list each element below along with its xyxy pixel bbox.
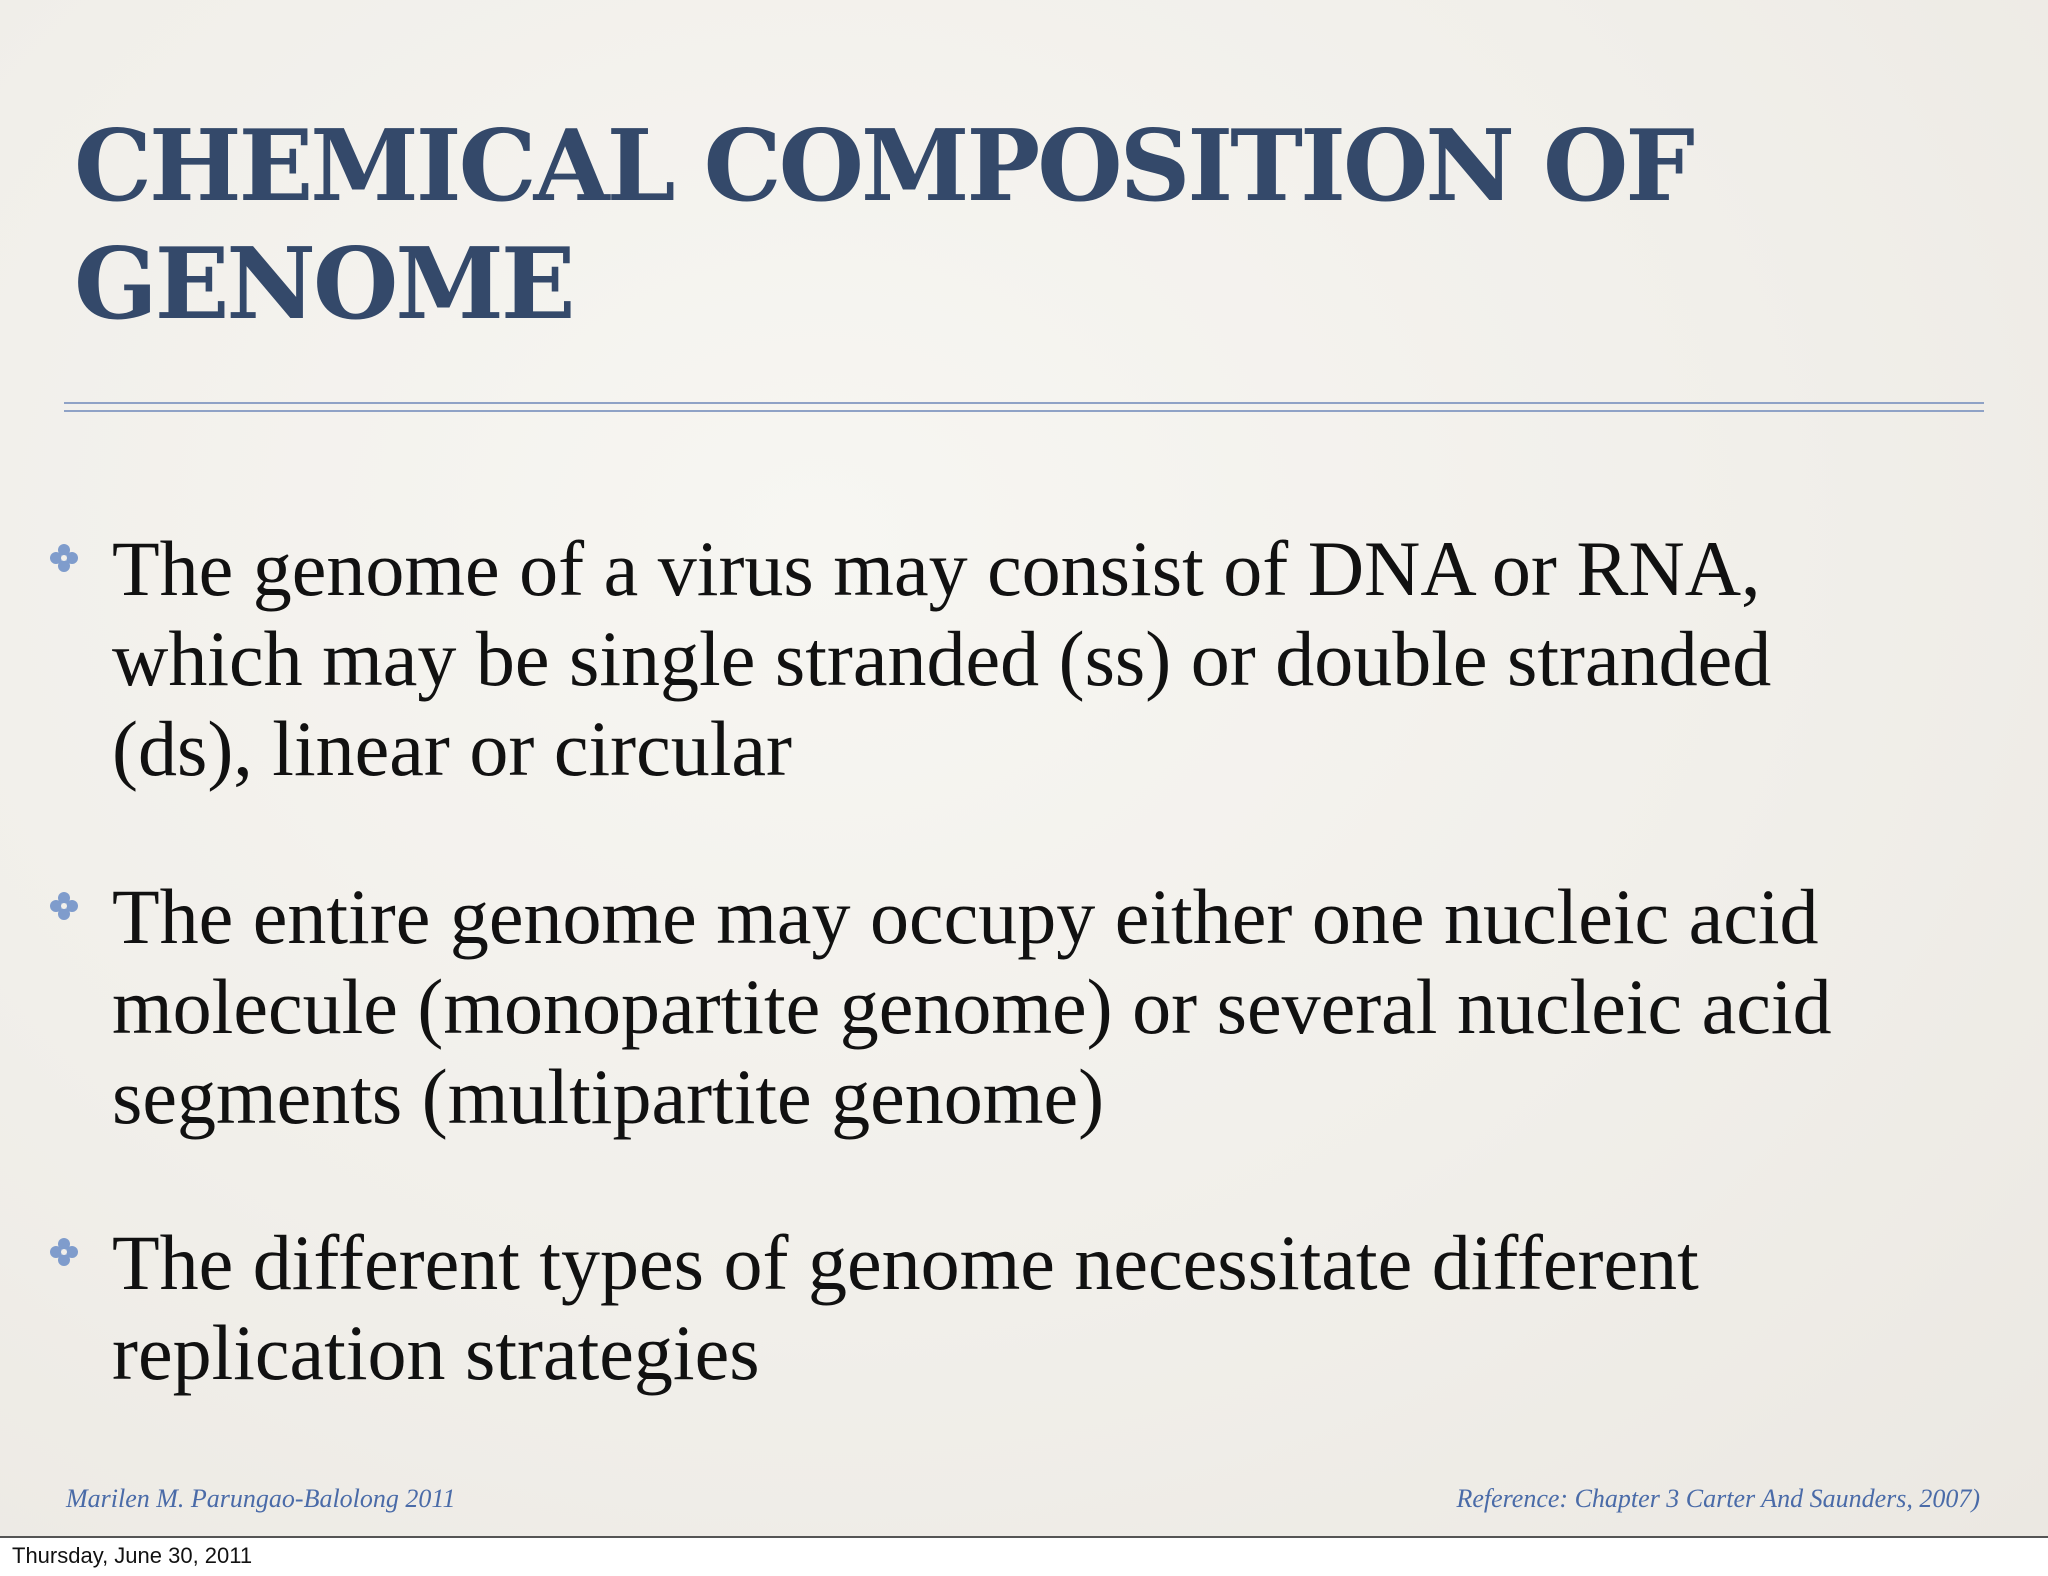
bullet-text [112, 524, 2012, 794]
bullet-text [112, 1218, 2012, 1398]
slide-title-line-1: CHEMICAL COMPOSITION OF [74, 109, 1692, 224]
bullet-line: The genome of a virus may consist of DNA or RNA, [112, 525, 1761, 612]
bullet-line: The entire genome may occupy either one nucleic acid [112, 873, 1819, 960]
slide-border [0, 1536, 2048, 1538]
slide-title-line-2: GENOME [74, 227, 573, 342]
four-petal-flower-icon [48, 890, 80, 922]
four-petal-flower-icon [48, 1236, 80, 1268]
bullet-line: The different types of genome necessitate different [112, 1219, 1699, 1306]
footer-author: Marilen M. Parungao-Balolong 2011 [66, 1484, 456, 1513]
bullet-text [112, 872, 2012, 1142]
four-petal-flower-icon [48, 542, 80, 574]
bullet-line: segments (multipartite genome) [112, 1053, 1105, 1140]
bullet-line: which may be single stranded (ss) or double stranded [112, 615, 1772, 702]
footer-reference: Reference: Chapter 3 Carter And Saunders, 2007) [1456, 1484, 1980, 1513]
bullet-line: (ds), linear or circular [112, 705, 792, 792]
bullet-line: molecule (monopartite genome) or several nucleic acid [112, 963, 1832, 1050]
date-caption: Thursday, June 30, 2011 [12, 1543, 253, 1568]
bullet-line: replication strategies [112, 1309, 760, 1396]
